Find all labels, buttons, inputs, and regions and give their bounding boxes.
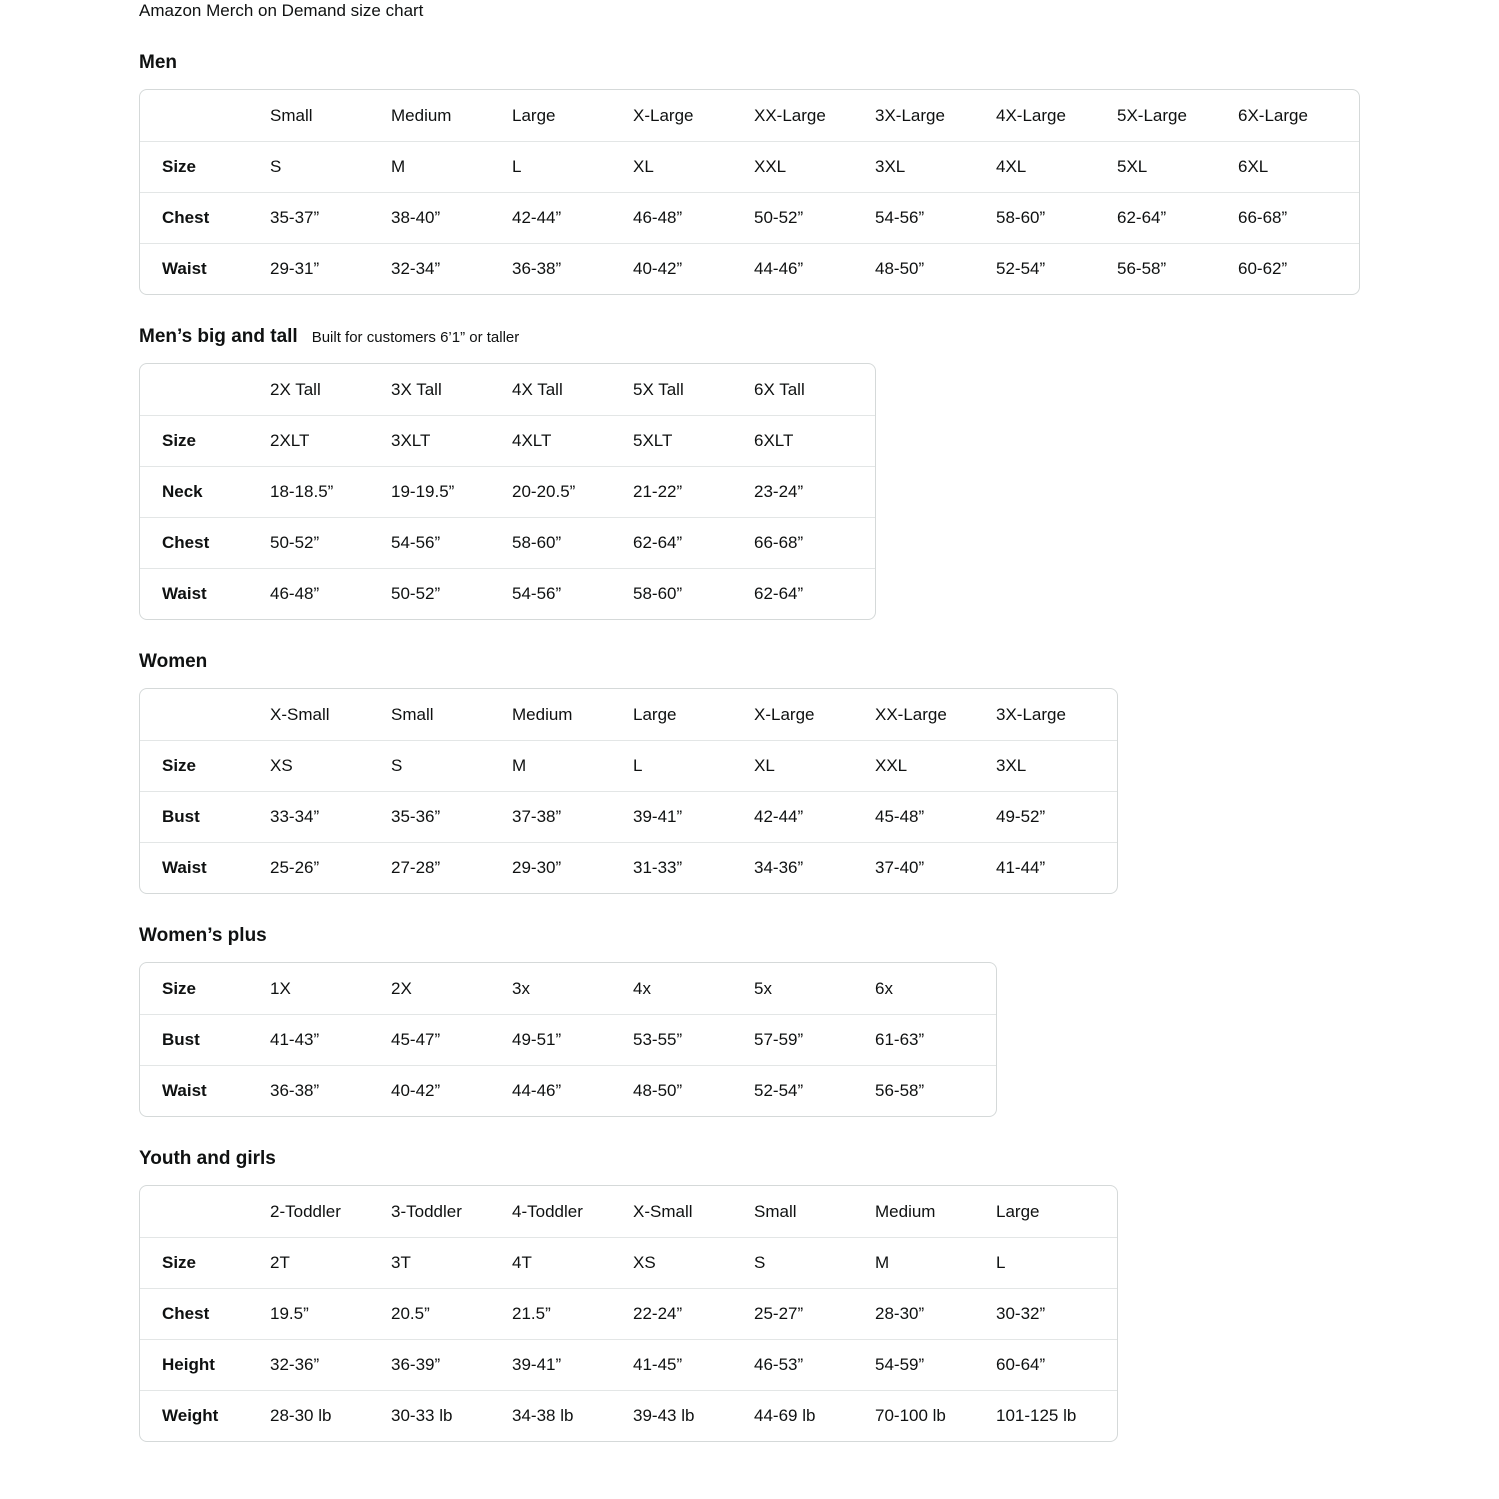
row-label: Size	[140, 1237, 270, 1288]
table-cell: 19.5”	[270, 1288, 391, 1339]
table-row	[140, 517, 875, 568]
table-cell: 29-31”	[270, 243, 391, 294]
table-cell: 48-50”	[875, 243, 996, 294]
section-heading-row	[139, 924, 1479, 947]
table-cell: 21.5”	[512, 1288, 633, 1339]
table-cell: 2X	[391, 978, 412, 998]
header-cell: X-Small	[633, 1201, 693, 1221]
section-heading: Men’s big and tall	[139, 326, 298, 347]
table-cell: 3XL	[996, 740, 1117, 791]
row-label: Size	[140, 740, 270, 791]
table-cell: 58-60”	[996, 192, 1117, 243]
header-cell: XX-Large	[754, 105, 826, 125]
table-cell: 6XLT	[754, 415, 875, 466]
table-cell: XXL	[754, 141, 875, 192]
table-row	[140, 963, 996, 1014]
section-heading-row	[139, 325, 1479, 348]
table-cell: 39-41”	[512, 1339, 633, 1390]
size-table-womens-plus	[139, 962, 997, 1117]
size-table-men	[139, 89, 1360, 295]
table-cell: 6XL	[1238, 141, 1359, 192]
table-cell: 46-53”	[754, 1339, 875, 1390]
section-heading-row	[139, 650, 1479, 673]
table-cell: 41-44”	[996, 842, 1117, 893]
size-table-women	[139, 688, 1118, 894]
section-heading: Men	[139, 52, 177, 73]
section-heading-row	[139, 1147, 1479, 1170]
row-label: Neck	[140, 466, 270, 517]
header-cell: 2X Tall	[270, 379, 321, 399]
section-heading-row	[139, 51, 1479, 74]
header-cell: 4-Toddler	[512, 1201, 583, 1221]
row-label: Chest	[140, 1288, 270, 1339]
table-cell: 52-54”	[996, 243, 1117, 294]
table-body	[140, 1237, 1117, 1441]
row-label: Size	[162, 978, 197, 998]
table-cell: 58-60”	[512, 517, 633, 568]
table-cell: 3x	[512, 978, 530, 998]
table-cell: 35-37”	[270, 192, 391, 243]
header-cell: Medium	[512, 704, 573, 724]
header-label-cell	[140, 689, 270, 740]
table-cell: 42-44”	[754, 791, 875, 842]
table-cell: 62-64”	[754, 568, 875, 619]
table-cell: 28-30 lb	[270, 1390, 391, 1441]
table-cell: 27-28”	[391, 842, 512, 893]
table-cell: 1X	[270, 978, 291, 998]
table-row	[140, 1390, 1117, 1441]
table-cell: 5x	[754, 978, 772, 998]
row-label: Bust	[140, 791, 270, 842]
table-header	[140, 1186, 1117, 1237]
size-chart-sections	[139, 51, 1479, 1442]
table-header	[140, 90, 1359, 141]
header-row	[140, 689, 1117, 740]
table-cell: 2XLT	[270, 415, 391, 466]
table-cell: 29-30”	[512, 842, 633, 893]
row-label: Chest	[140, 517, 270, 568]
table-row	[140, 1014, 996, 1065]
table-cell: 20.5”	[391, 1288, 512, 1339]
table-body	[140, 740, 1117, 893]
table-cell: 21-22”	[633, 466, 754, 517]
table-cell: 39-41”	[633, 791, 754, 842]
header-cell: 4X Tall	[512, 379, 563, 399]
header-cell: 6X-Large	[1238, 105, 1308, 125]
header-cell: Large	[633, 704, 677, 724]
table-cell: 46-48”	[633, 192, 754, 243]
row-label: Waist	[140, 243, 270, 294]
table-cell: 38-40”	[391, 192, 512, 243]
table-cell: 56-58”	[875, 1065, 996, 1116]
page-title: Amazon Merch on Demand size chart	[139, 1, 424, 20]
header-label-cell	[140, 1186, 270, 1237]
header-cell: X-Large	[633, 105, 694, 125]
header-cell: 5X-Large	[1117, 105, 1187, 125]
header-label-cell	[140, 364, 270, 415]
header-cell: XX-Large	[875, 704, 947, 724]
table-row	[140, 568, 875, 619]
table-cell: 49-52”	[996, 791, 1117, 842]
table-cell: 44-46”	[754, 243, 875, 294]
table-cell: 61-63”	[875, 1014, 996, 1065]
section-womens-plus	[139, 924, 1479, 1117]
row-label: Waist	[140, 842, 270, 893]
table-row	[140, 1288, 1117, 1339]
table-cell: 31-33”	[633, 842, 754, 893]
section-heading: Women’s plus	[139, 925, 267, 946]
table-cell: 49-51”	[512, 1014, 633, 1065]
header-cell: 3-Toddler	[391, 1201, 462, 1221]
table-cell: 30-32”	[996, 1288, 1117, 1339]
table-cell: 70-100 lb	[875, 1390, 996, 1441]
table-cell: 28-30”	[875, 1288, 996, 1339]
row-label: Chest	[140, 192, 270, 243]
table-cell: 6x	[875, 978, 893, 998]
table-row	[140, 1237, 1117, 1288]
row-label: Size	[140, 415, 270, 466]
header-cell: Large	[996, 1201, 1040, 1221]
table-cell: 57-59”	[754, 1014, 875, 1065]
table-cell: 45-48”	[875, 791, 996, 842]
header-label-cell	[140, 90, 270, 141]
table-cell: 36-39”	[391, 1339, 512, 1390]
header-cell: Small	[270, 105, 313, 125]
table-header	[140, 364, 875, 415]
table-cell: 42-44”	[512, 192, 633, 243]
section-heading: Women	[139, 651, 208, 672]
row-label: Size	[140, 141, 270, 192]
header-cell: Large	[512, 105, 556, 125]
header-cell: X-Small	[270, 704, 330, 724]
table-row	[140, 842, 1117, 893]
table-cell: 45-47”	[391, 1014, 512, 1065]
header-cell: 2-Toddler	[270, 1201, 341, 1221]
table-row	[140, 1339, 1117, 1390]
table-cell: M	[875, 1237, 996, 1288]
table-cell: 58-60”	[633, 568, 754, 619]
row-label: Bust	[140, 1014, 270, 1065]
table-cell: 53-55”	[633, 1014, 754, 1065]
header-cell: 3X-Large	[996, 704, 1066, 724]
header-cell: Small	[391, 704, 434, 724]
header-row	[140, 90, 1359, 141]
table-cell: M	[512, 740, 633, 791]
table-cell: 5XLT	[633, 415, 754, 466]
table-cell: 54-56”	[391, 517, 512, 568]
table-row	[140, 141, 1359, 192]
table-cell: S	[391, 740, 512, 791]
table-cell: 44-69 lb	[754, 1390, 875, 1441]
table-cell: 4T	[512, 1237, 633, 1288]
table-cell: 33-34”	[270, 791, 391, 842]
header-cell: 3X-Large	[875, 105, 945, 125]
table-cell: 66-68”	[1238, 192, 1359, 243]
section-subtitle: Built for customers 6’1” or taller	[311, 329, 520, 346]
table-cell: L	[633, 740, 754, 791]
table-cell: 37-40”	[875, 842, 996, 893]
table-cell: 41-45”	[633, 1339, 754, 1390]
table-cell: 37-38”	[512, 791, 633, 842]
table-cell: 50-52”	[754, 192, 875, 243]
table-cell: 36-38”	[270, 1065, 391, 1116]
table-cell: 48-50”	[633, 1065, 754, 1116]
table-cell: 60-64”	[996, 1339, 1117, 1390]
table-cell: 4XL	[996, 141, 1117, 192]
table-cell: 50-52”	[391, 568, 512, 619]
table-cell: 4x	[633, 978, 651, 998]
table-cell: M	[391, 141, 512, 192]
header-cell: Medium	[875, 1201, 936, 1221]
table-cell: XS	[270, 740, 391, 791]
size-table-youth-and-girls	[139, 1185, 1118, 1442]
table-row	[140, 1065, 996, 1116]
table-row	[140, 243, 1359, 294]
table-cell: 54-56”	[875, 192, 996, 243]
table-cell: 34-36”	[754, 842, 875, 893]
table-cell: 18-18.5”	[270, 466, 391, 517]
header-cell: 4X-Large	[996, 105, 1066, 125]
table-cell: S	[754, 1237, 875, 1288]
table-cell: 32-36”	[270, 1339, 391, 1390]
table-cell: 46-48”	[270, 568, 391, 619]
table-header	[140, 689, 1117, 740]
table-cell: 3XLT	[391, 415, 512, 466]
table-cell: 54-59”	[875, 1339, 996, 1390]
header-cell: X-Large	[754, 704, 815, 724]
table-cell: 50-52”	[270, 517, 391, 568]
table-cell: S	[270, 141, 391, 192]
table-cell: 3XL	[875, 141, 996, 192]
table-row	[140, 740, 1117, 791]
table-cell: 44-46”	[512, 1065, 633, 1116]
header-cell: Small	[754, 1201, 797, 1221]
table-body	[140, 415, 875, 619]
section-men	[139, 51, 1479, 295]
table-cell: 5XL	[1117, 141, 1238, 192]
table-cell: 101-125 lb	[996, 1390, 1117, 1441]
header-row	[140, 1186, 1117, 1237]
row-label: Waist	[140, 1065, 270, 1116]
table-cell: 41-43”	[270, 1014, 391, 1065]
table-cell: XXL	[875, 740, 996, 791]
table-cell: XS	[633, 1237, 754, 1288]
row-label: Waist	[140, 568, 270, 619]
table-cell: 40-42”	[391, 1065, 512, 1116]
header-cell: 5X Tall	[633, 379, 684, 399]
size-table-mens-big-and-tall	[139, 363, 876, 620]
table-cell: 62-64”	[633, 517, 754, 568]
table-cell: 52-54”	[754, 1065, 875, 1116]
table-body	[140, 963, 996, 1116]
table-row	[140, 466, 875, 517]
row-label: Height	[140, 1339, 270, 1390]
table-cell: 4XLT	[512, 415, 633, 466]
table-cell: 35-36”	[391, 791, 512, 842]
table-row	[140, 415, 875, 466]
header-cell: 6X Tall	[754, 379, 805, 399]
header-row	[140, 364, 875, 415]
table-cell: 54-56”	[512, 568, 633, 619]
table-cell: L	[996, 1237, 1117, 1288]
table-row	[140, 192, 1359, 243]
table-cell: 60-62”	[1238, 243, 1359, 294]
table-cell: 22-24”	[633, 1288, 754, 1339]
table-cell: 30-33 lb	[391, 1390, 512, 1441]
table-cell: 62-64”	[1117, 192, 1238, 243]
table-cell: 36-38”	[512, 243, 633, 294]
table-cell: XL	[633, 141, 754, 192]
table-cell: 20-20.5”	[512, 466, 633, 517]
table-cell: 40-42”	[633, 243, 754, 294]
table-cell: 2T	[270, 1237, 391, 1288]
section-heading: Youth and girls	[139, 1148, 276, 1169]
header-cell: Medium	[391, 105, 452, 125]
table-cell: L	[512, 141, 633, 192]
row-label: Weight	[140, 1390, 270, 1441]
table-row	[140, 791, 1117, 842]
table-cell: 23-24”	[754, 466, 875, 517]
table-body	[140, 141, 1359, 294]
table-cell: 25-26”	[270, 842, 391, 893]
section-youth-and-girls	[139, 1147, 1479, 1442]
table-cell: 19-19.5”	[391, 466, 512, 517]
table-cell: 66-68”	[754, 517, 875, 568]
table-cell: 39-43 lb	[633, 1390, 754, 1441]
table-cell: 3T	[391, 1237, 512, 1288]
section-mens-big-and-tall	[139, 325, 1479, 620]
header-cell: 3X Tall	[391, 379, 442, 399]
table-cell: 56-58”	[1117, 243, 1238, 294]
section-women	[139, 650, 1479, 894]
table-cell: 34-38 lb	[512, 1390, 633, 1441]
table-cell: 25-27”	[754, 1288, 875, 1339]
table-cell: 32-34”	[391, 243, 512, 294]
table-cell: XL	[754, 740, 875, 791]
